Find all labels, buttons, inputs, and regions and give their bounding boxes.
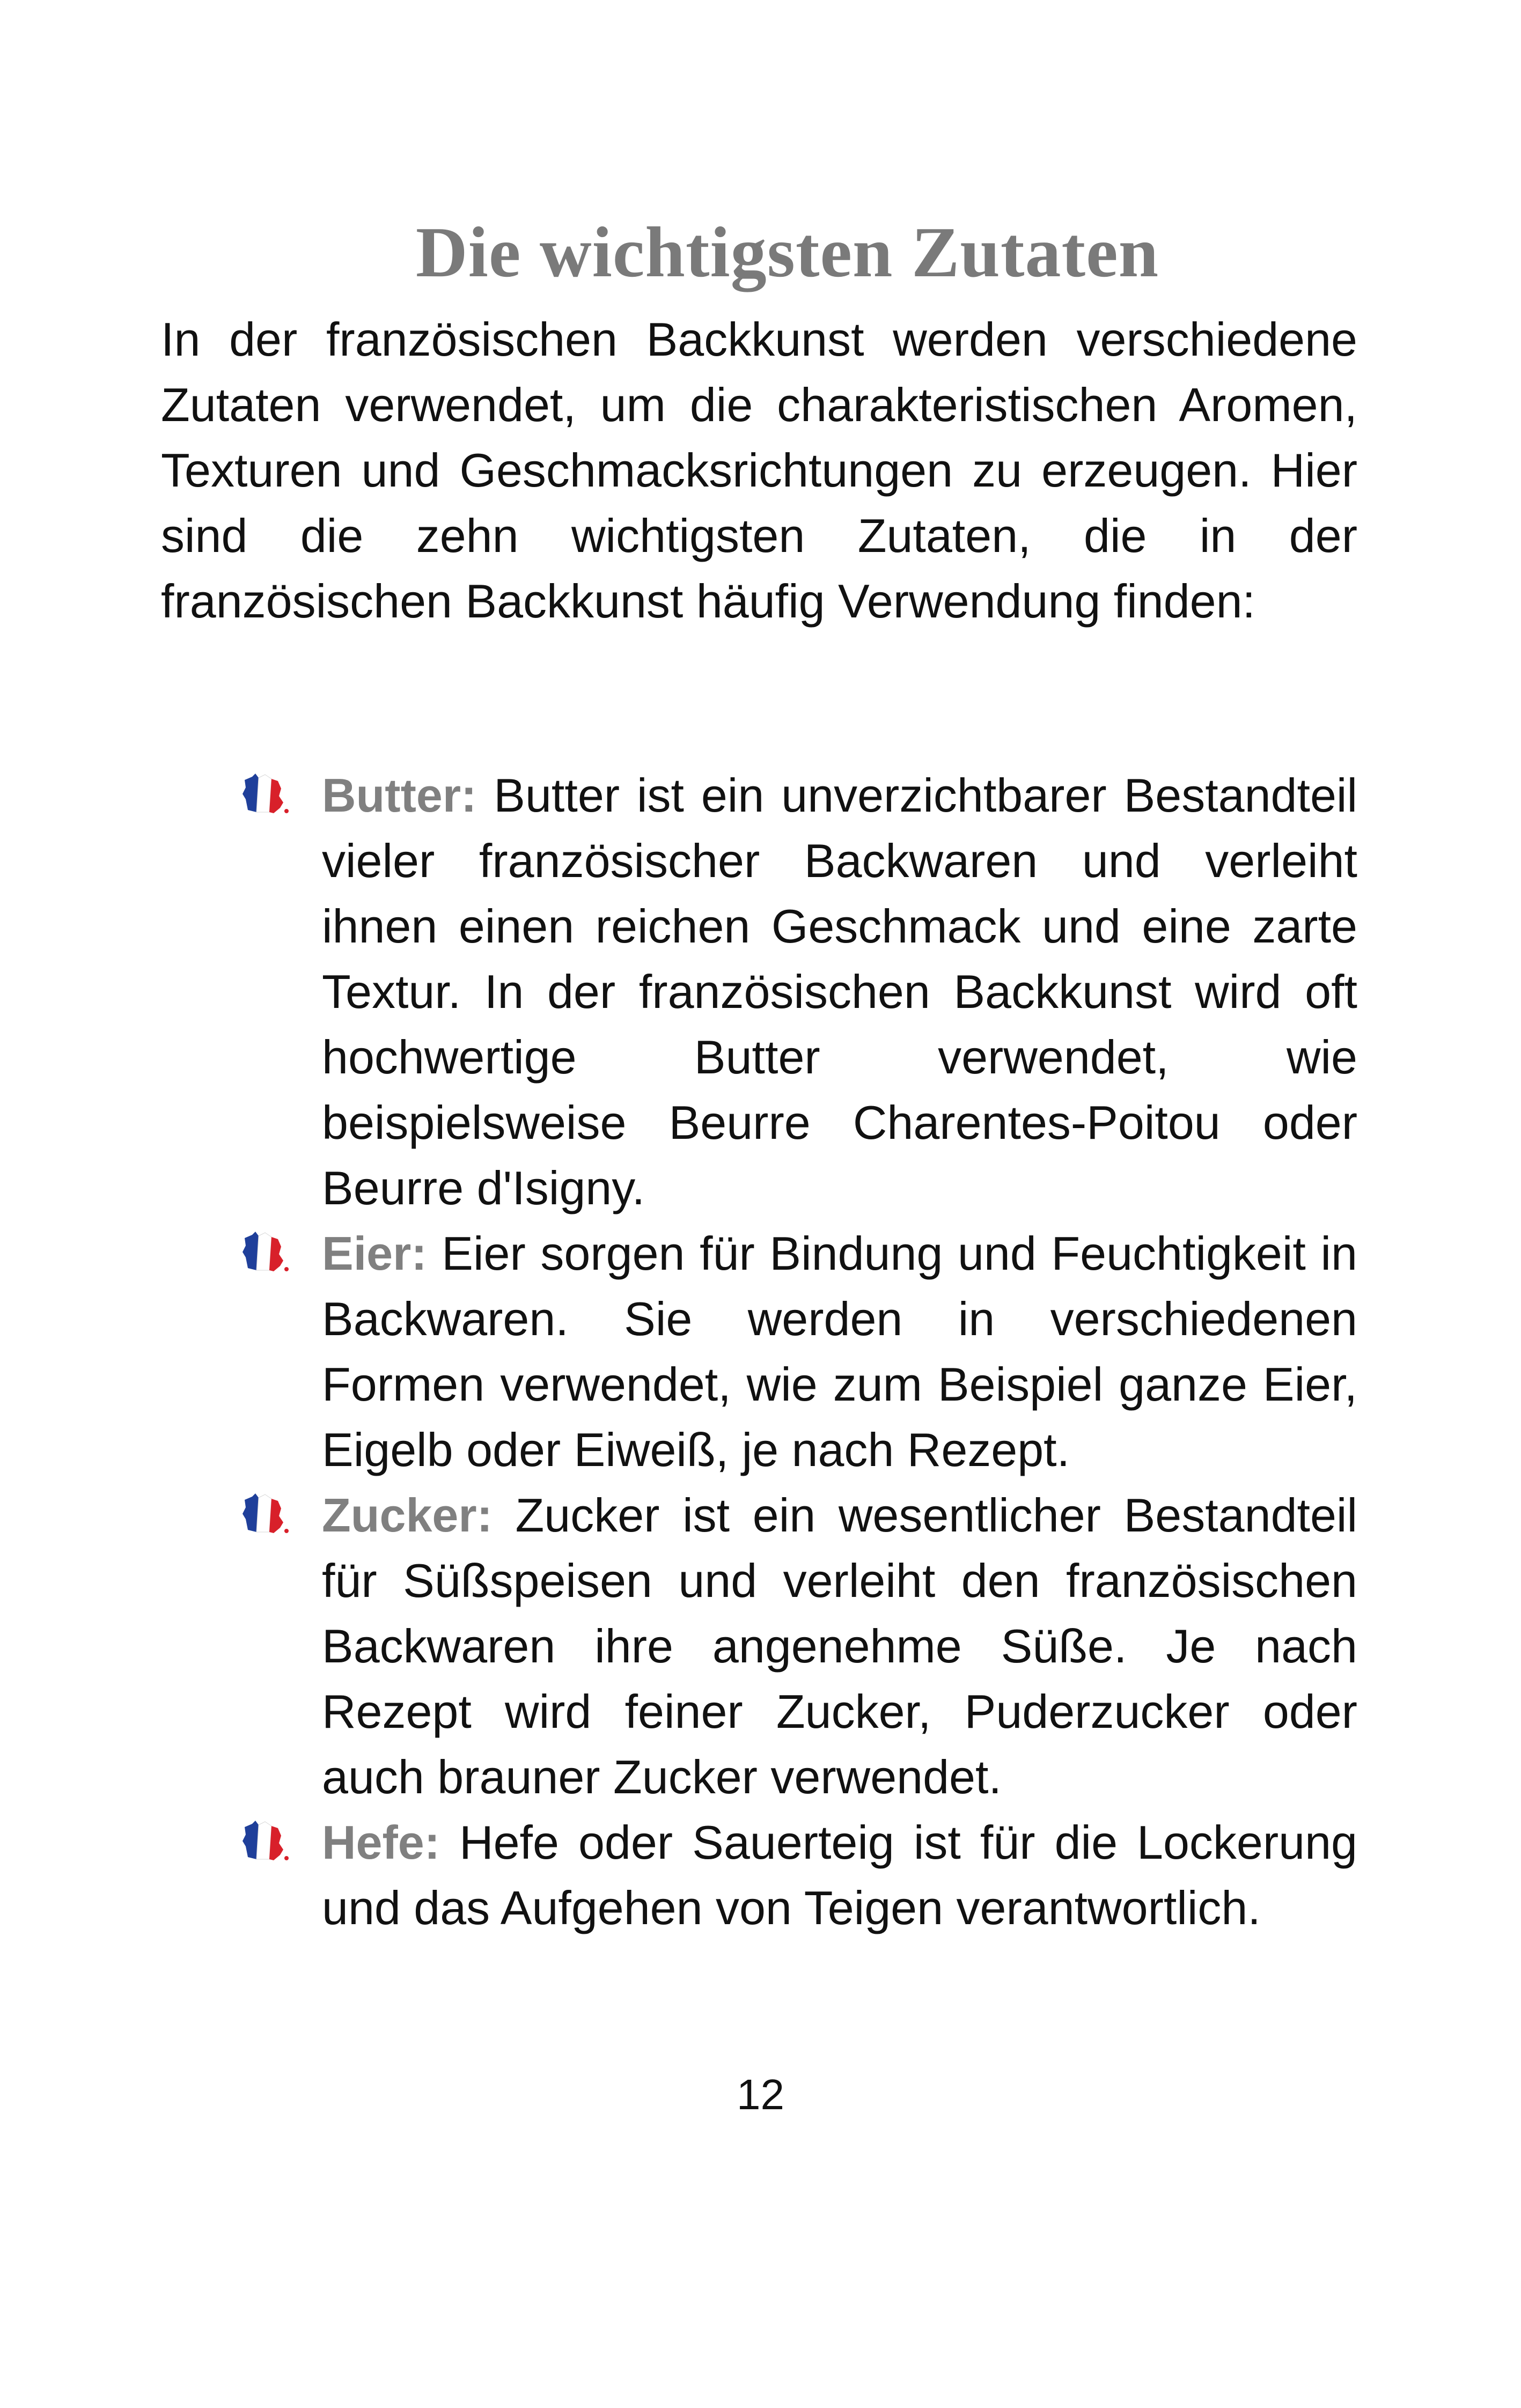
ingredient-term: Hefe: (322, 1816, 440, 1869)
page-number: 12 (737, 2071, 784, 2118)
ingredient-term: Eier: (322, 1227, 427, 1280)
list-item (161, 1221, 1357, 1483)
ingredient-term: Zucker: (322, 1489, 493, 1542)
france-flag-map-icon (240, 772, 290, 814)
ingredient-description: Eier sorgen für Bindung und Feuchtigkeit in Backwaren. Sie werden in verschiedenen Formen verwendet, wie zum Beispiel ganze Eier, Eigelb oder Eiweiß, je nach Rezept. (322, 1227, 1357, 1476)
france-flag-map-icon (240, 1231, 290, 1272)
list-item (161, 763, 1357, 1221)
page-title: Die wichtigsten Zutaten (415, 212, 1159, 292)
ingredient-description: Hefe oder Sauerteig ist für die Lockerung und das Aufgehen von Teigen verantwortlich. (322, 1816, 1357, 1934)
ingredient-list (161, 763, 1357, 1941)
list-item (161, 1483, 1357, 1810)
france-flag-map-icon (240, 1820, 290, 1861)
ingredient-description: Butter ist ein unverzichtbarer Bestandteil vieler französischer Backwaren und verleiht ihnen einen reichen Geschmack und eine zarte Textur. In der französischen Backkunst wird oft hochwertige Butter verwendet, wie beispielsweise Beurre Charentes-Poitou oder Beurre d'Isigny. (322, 769, 1357, 1214)
list-item (161, 1810, 1357, 1941)
france-flag-map-icon (240, 1492, 290, 1534)
ingredient-description: Zucker ist ein wesentlicher Bestandteil für Süßspeisen und verleiht den französischen Backwaren ihre angenehme Süße. Je nach Rezept wird feiner Zucker, Puderzucker oder auch brauner Zucker verwendet. (322, 1489, 1357, 1803)
ingredient-term: Butter: (322, 769, 477, 822)
intro-paragraph: In der französischen Backkunst werden verschiedene Zutaten verwendet, um die charakteristischen Aromen, Texturen und Geschmacksrichtungen zu erzeugen. Hier sind die zehn wichtigsten Zutaten, die in der französischen Backkunst häufig Verwendung finden: (161, 313, 1357, 628)
